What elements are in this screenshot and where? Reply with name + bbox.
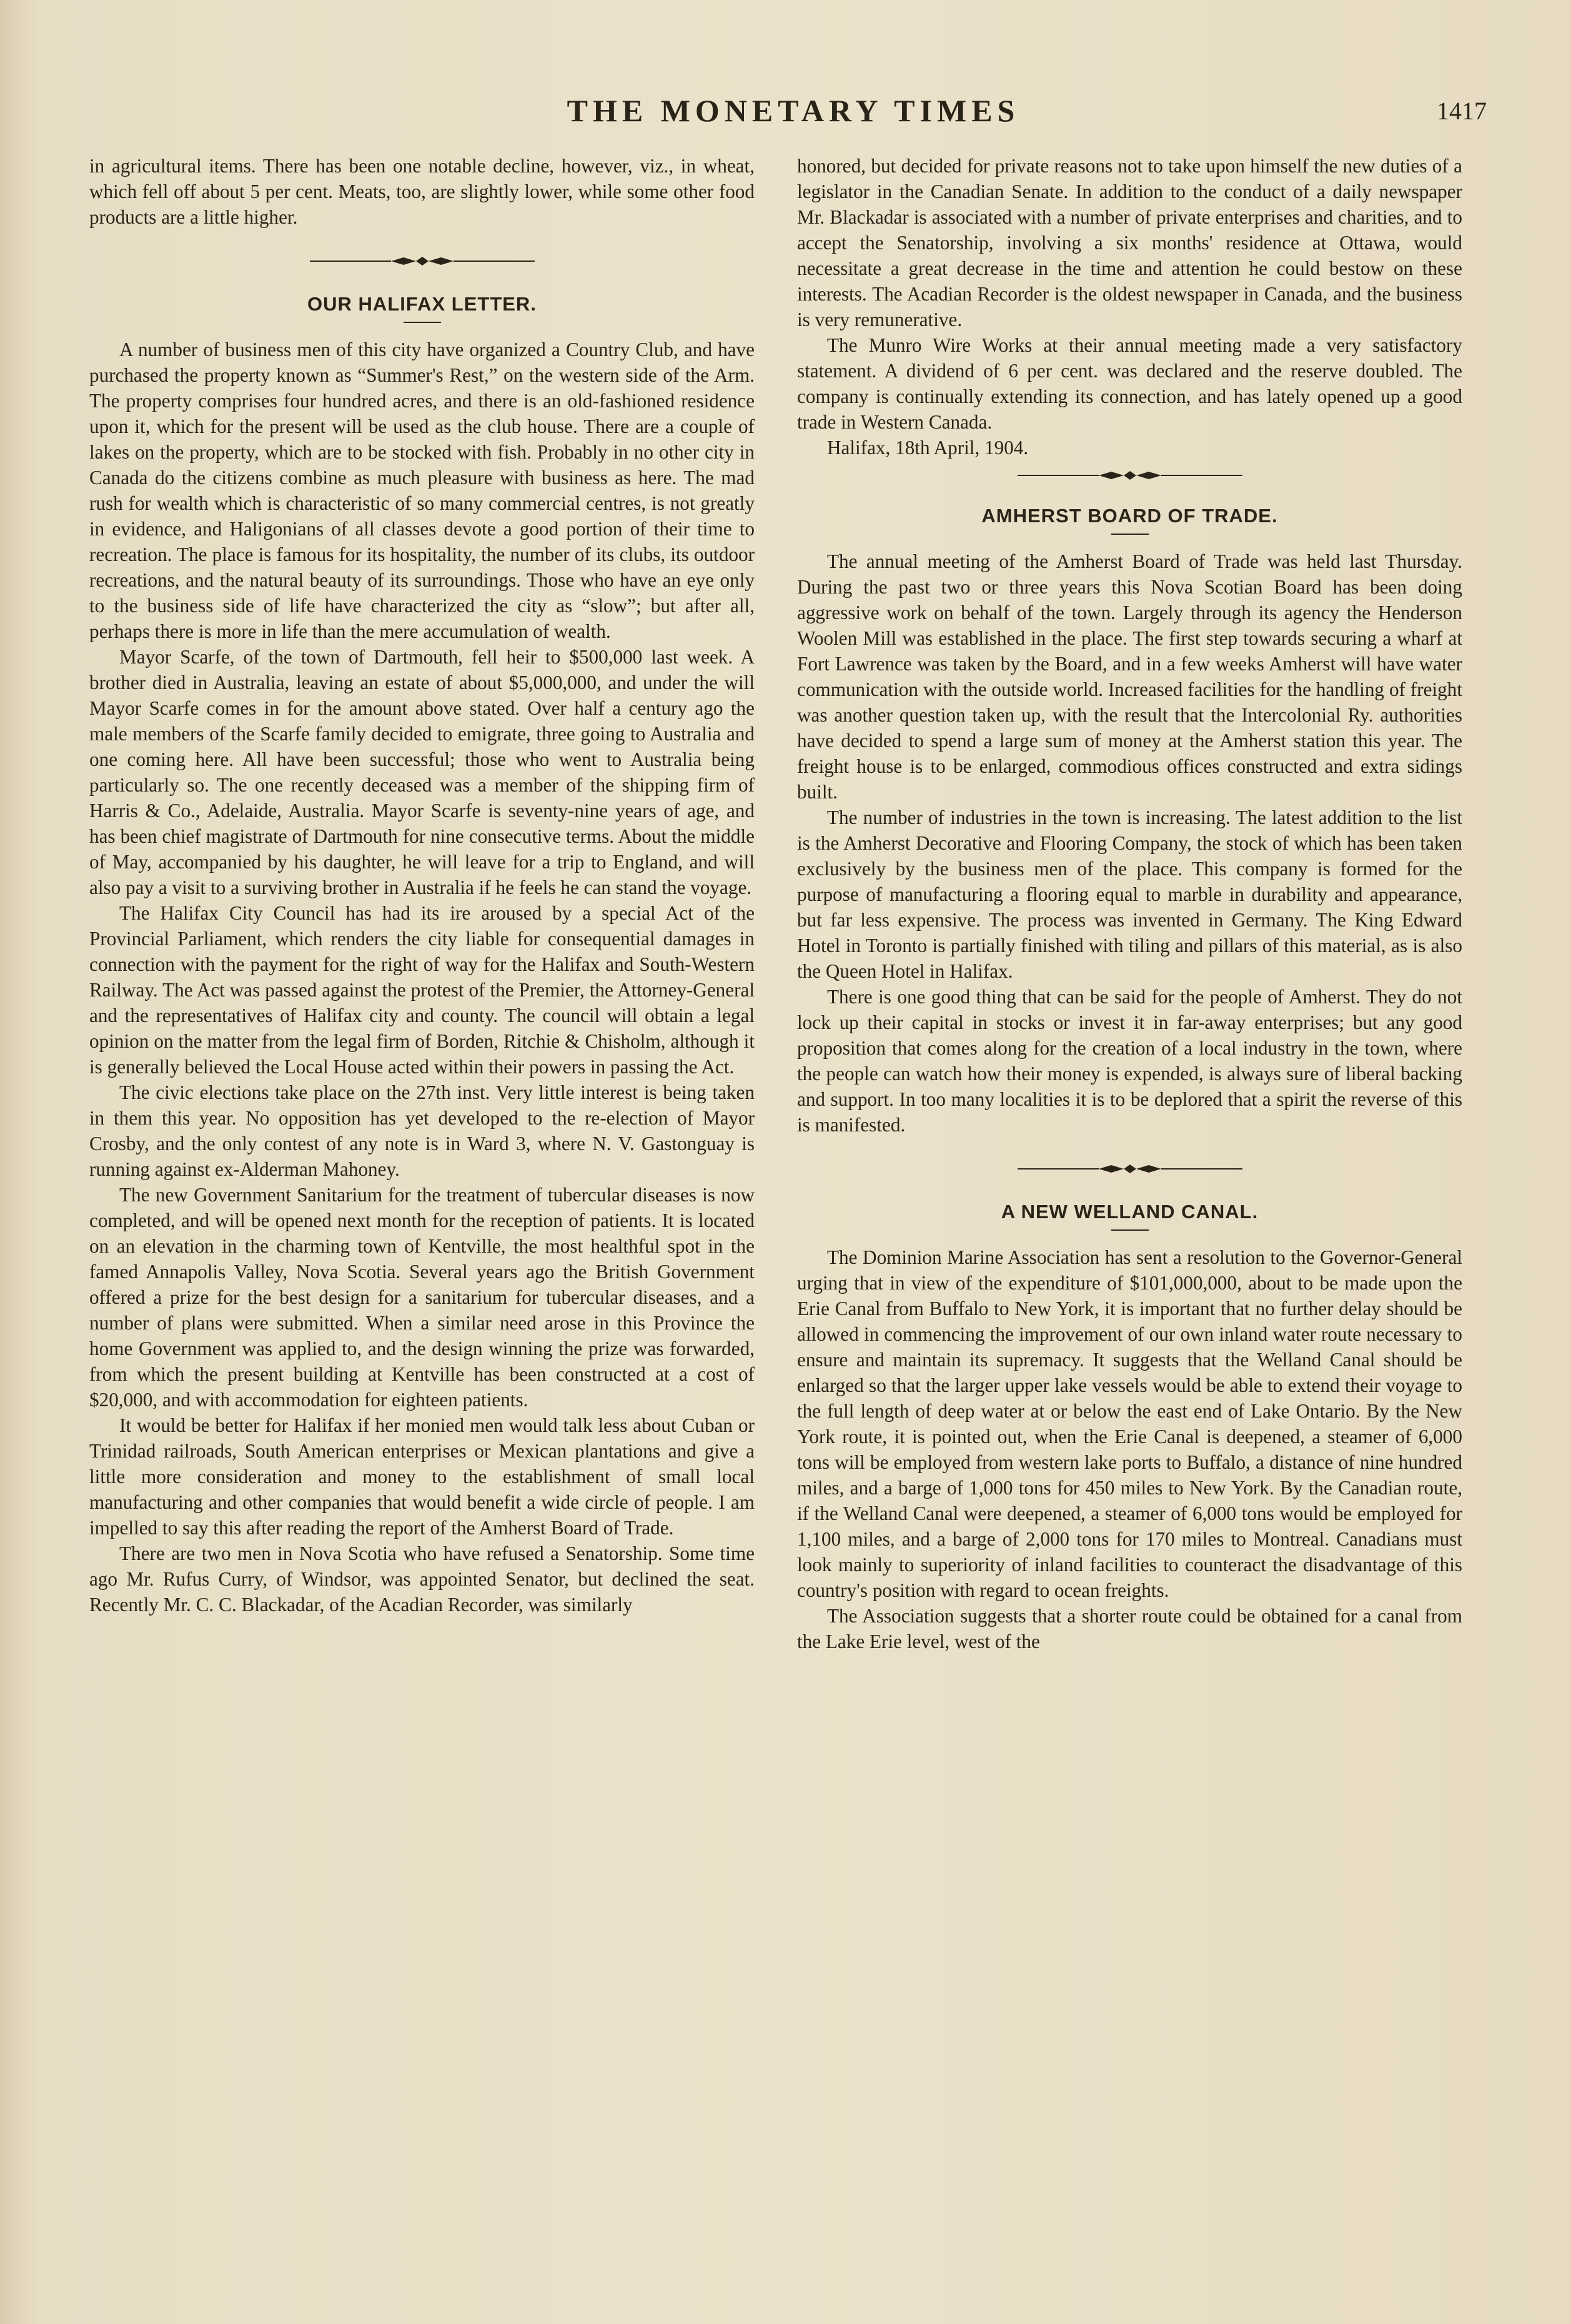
right-column [797,153,1462,1654]
article-paragraph: The annual meeting of the Amherst Board of Trade was held last Thursday. During the past two or three years this Nova Scotian Board has been doing aggressive work on behalf of the town. Largely through its agency the Henderson Woolen Mill was established in the place. The first step towards securing a wharf at Fort Lawrence was taken by the Board, and in a few weeks Amherst will have water communication with the outside world. Increased facilities for the handling of freight was another question taken up, with the result that the Intercolonial Ry. authorities have decided to spend a large sum of money at the Amherst station this year. The freight house is to be enlarged, commodious offices constructed and extra sidings built. [797,550,1462,803]
article-paragraph: A number of business men of this city have organized a Country Club, and have purchased the property known as “Summer's Rest,” on the western side of the Arm. The property comprises four hundred acres, and there is an old-fashioned residence upon it, which for the present will be used as the club house. There are a couple of lakes on the property, which are to be stocked with fish. Probably in no other city in Canada do the citizens combine as much pleasure with business as here. The mad rush for wealth which is characteristic of so many commercial centres, is not greatly in evidence, and Haligonians of all classes devote a good portion of their time to recreation. The place is famous for its hospitality, the number of its clubs, its outdoor recreations, and the natural beauty of its surroundings. Those who have an eye only to the business side of life have characterized the city as “slow”; but after all, perhaps there is more in life than the mere accumulation of wealth. [89,339,755,642]
heading-rule [1111,534,1149,535]
welland-canal-heading: A NEW WELLAND CANAL. [1001,1201,1259,1223]
carryover-paragraph: in agricultural items. There has been one notable decline, however, viz., in wheat, which fell off about 5 per cent. Meats, too, are slightly lower, while some other food products are a little higher. [89,155,755,228]
publication-title: THE MONETARY TIMES [567,93,1020,128]
article-paragraph: There are two men in Nova Scotia who have refused a Senatorship. Some time ago Mr. Rufus Curry, of Windsor, was appointed Senator, but declined the seat. Recently Mr. C. C. Blackadar, of the Acadian Recorder, was similarly [89,1542,755,1616]
masthead [75,92,1512,136]
section-divider-ornament [1018,469,1242,482]
left-column [89,153,755,1617]
amherst-heading: AMHERST BOARD OF TRADE. [981,505,1278,527]
heading-rule [404,322,441,323]
article-paragraph: There is one good thing that can be said for the people of Amherst. They do not lock up their capital in stocks or invest it in far-away enterprises; but any good proposition that comes along for the creation of a local industry in the town, where the people can watch how their money is expended, is always sure of liberal backing and support. In too many localities it is to be deplored that a spirit the reverse of this is manifested. [797,986,1462,1136]
dateline: Halifax, 18th April, 1904. [827,437,1029,459]
section-divider-ornament [310,255,535,267]
article-paragraph: The Association suggests that a shorter route could be obtained for a canal from the Lake Erie level, west of the [797,1605,1462,1652]
article-paragraph: honored, but decided for private reasons not to take upon himself the new duties of a legislator in the Canadian Senate. In addition to the conduct of a daily newspaper Mr. Blackadar is associated with a number of private enterprises and charities, and to accept the Senatorship, involving a six months' residence at Ottawa, would necessitate a great decrease in the time and attention he could bestow on these interests. The Acadian Recorder is the oldest newspaper in Canada, and the business is very remunerative. [797,155,1462,330]
section-divider-ornament [1018,1163,1242,1175]
page-number: 1417 [1437,97,1487,125]
article-paragraph: The new Government Sanitarium for the treatment of tubercular diseases is now completed, and will be opened next month for the reception of patients. It is located on an elevation in the charming town of Kentville, the most healthful spot in the famed Annapolis Valley, Nova Scotia. Several years ago the British Government offered a prize for the best design for a sanitarium for tubercular diseases, and a number of plans were submitted. When a similar need arose in this Province the home Government was applied to, and the design winning the prize was forwarded, from which the present building at Kentville has been constructed at a cost of $20,000, and with accommodation for eighteen patients. [89,1184,755,1411]
article-paragraph: The civic elections take place on the 27th inst. Very little interest is being taken in them this year. No opposition has yet developed to the re-election of Mayor Crosby, and the only contest of any note is in Ward 3, where N. V. Gastonguay is running against ex-Alderman Mahoney. [89,1081,755,1180]
article-paragraph: The number of industries in the town is increasing. The latest addition to the list is the Amherst Decorative and Flooring Company, the stock of which has been taken exclusively by the business men of the place. This company is formed for the purpose of manufacturing a flooring equal to marble in durability and appearance, but far less expensive. The process was invented in Germany. The King Edward Hotel in Toronto is partially finished with tiling and pillars of this material, as is also the Queen Hotel in Halifax. [797,807,1462,982]
heading-rule [1111,1229,1149,1231]
article-paragraph: The Halifax City Council has had its ire aroused by a special Act of the Provincial Parliament, which renders the city liable for consequential damages in connection with the payment for the right of way for the Halifax and South-Western Railway. The Act was passed against the protest of the Premier, the Attorney-General and the representatives of Halifax city and county. The council will obtain a legal opinion on the matter from the legal firm of Borden, Ritchie & Chisholm, although it is generally believed the Local House acted within their powers in passing the Act. [89,902,755,1078]
halifax-letter-heading: OUR HALIFAX LETTER. [307,293,537,315]
article-paragraph: It would be better for Halifax if her monied men would talk less about Cuban or Trinidad railroads, South American enterprises or Mexican plantations and give a little more consideration and money to the establishment of small local manufacturing and other companies that would benefit a wide circle of people. I am impelled to say this after reading the report of the Amherst Board of Trade. [89,1414,755,1539]
article-paragraph: The Dominion Marine Association has sent a resolution to the Governor-General urging that in view of the expenditure of $101,000,000, about to be made upon the Erie Canal from Buffalo to New York, it is important that no further delay should be allowed in commencing the improvement of our own inland water route necessary to ensure and maintain its supremacy. It suggests that the Welland Canal should be enlarged so that the larger upper lake vessels would be able to extend their voyage to the full length of deep water at or below the east end of Lake Ontario. By the New York route, it is pointed out, when the Erie Canal is deepened, a steamer of 6,000 tons will be employed from western lake ports to Buffalo, a distance of nine hundred miles, and a barge of 1,000 tons for 450 miles to New York. By the Canadian route, if the Welland Canal were deepened, a steamer of 6,000 tons would be employed for 1,100 miles, and a barge of 2,000 tons for 170 miles to Montreal. Canadians must look mainly to superiority of inland facilities to counteract the disadvantage of this country's position with regard to ocean freights. [797,1246,1462,1601]
article-paragraph: Mayor Scarfe, of the town of Dartmouth, fell heir to $500,000 last week. A brother died in Australia, leaving an estate of about $5,000,000, and under the will Mayor Scarfe comes in for the amount above stated. Over half a century ago the male members of the Scarfe family decided to emigrate, three going to Australia and one coming here. All have been successful; those who went to Australia being particularly so. The one recently deceased was a member of the shipping firm of Harris & Co., Adelaide, Australia. Mayor Scarfe is seventy-nine years of age, and has been chief magistrate of Dartmouth for nine consecutive terms. About the middle of May, accompanied by his daughter, he will leave for a trip to England, and will also pay a visit to a surviving brother in Australia if he feels he can stand the voyage. [89,646,755,898]
article-paragraph: The Munro Wire Works at their annual meeting made a very satisfactory statement. A dividend of 6 per cent. was declared and the reserve doubled. The company is continually extending its connection, and has lately opened up a good trade in Western Canada. [797,334,1462,433]
